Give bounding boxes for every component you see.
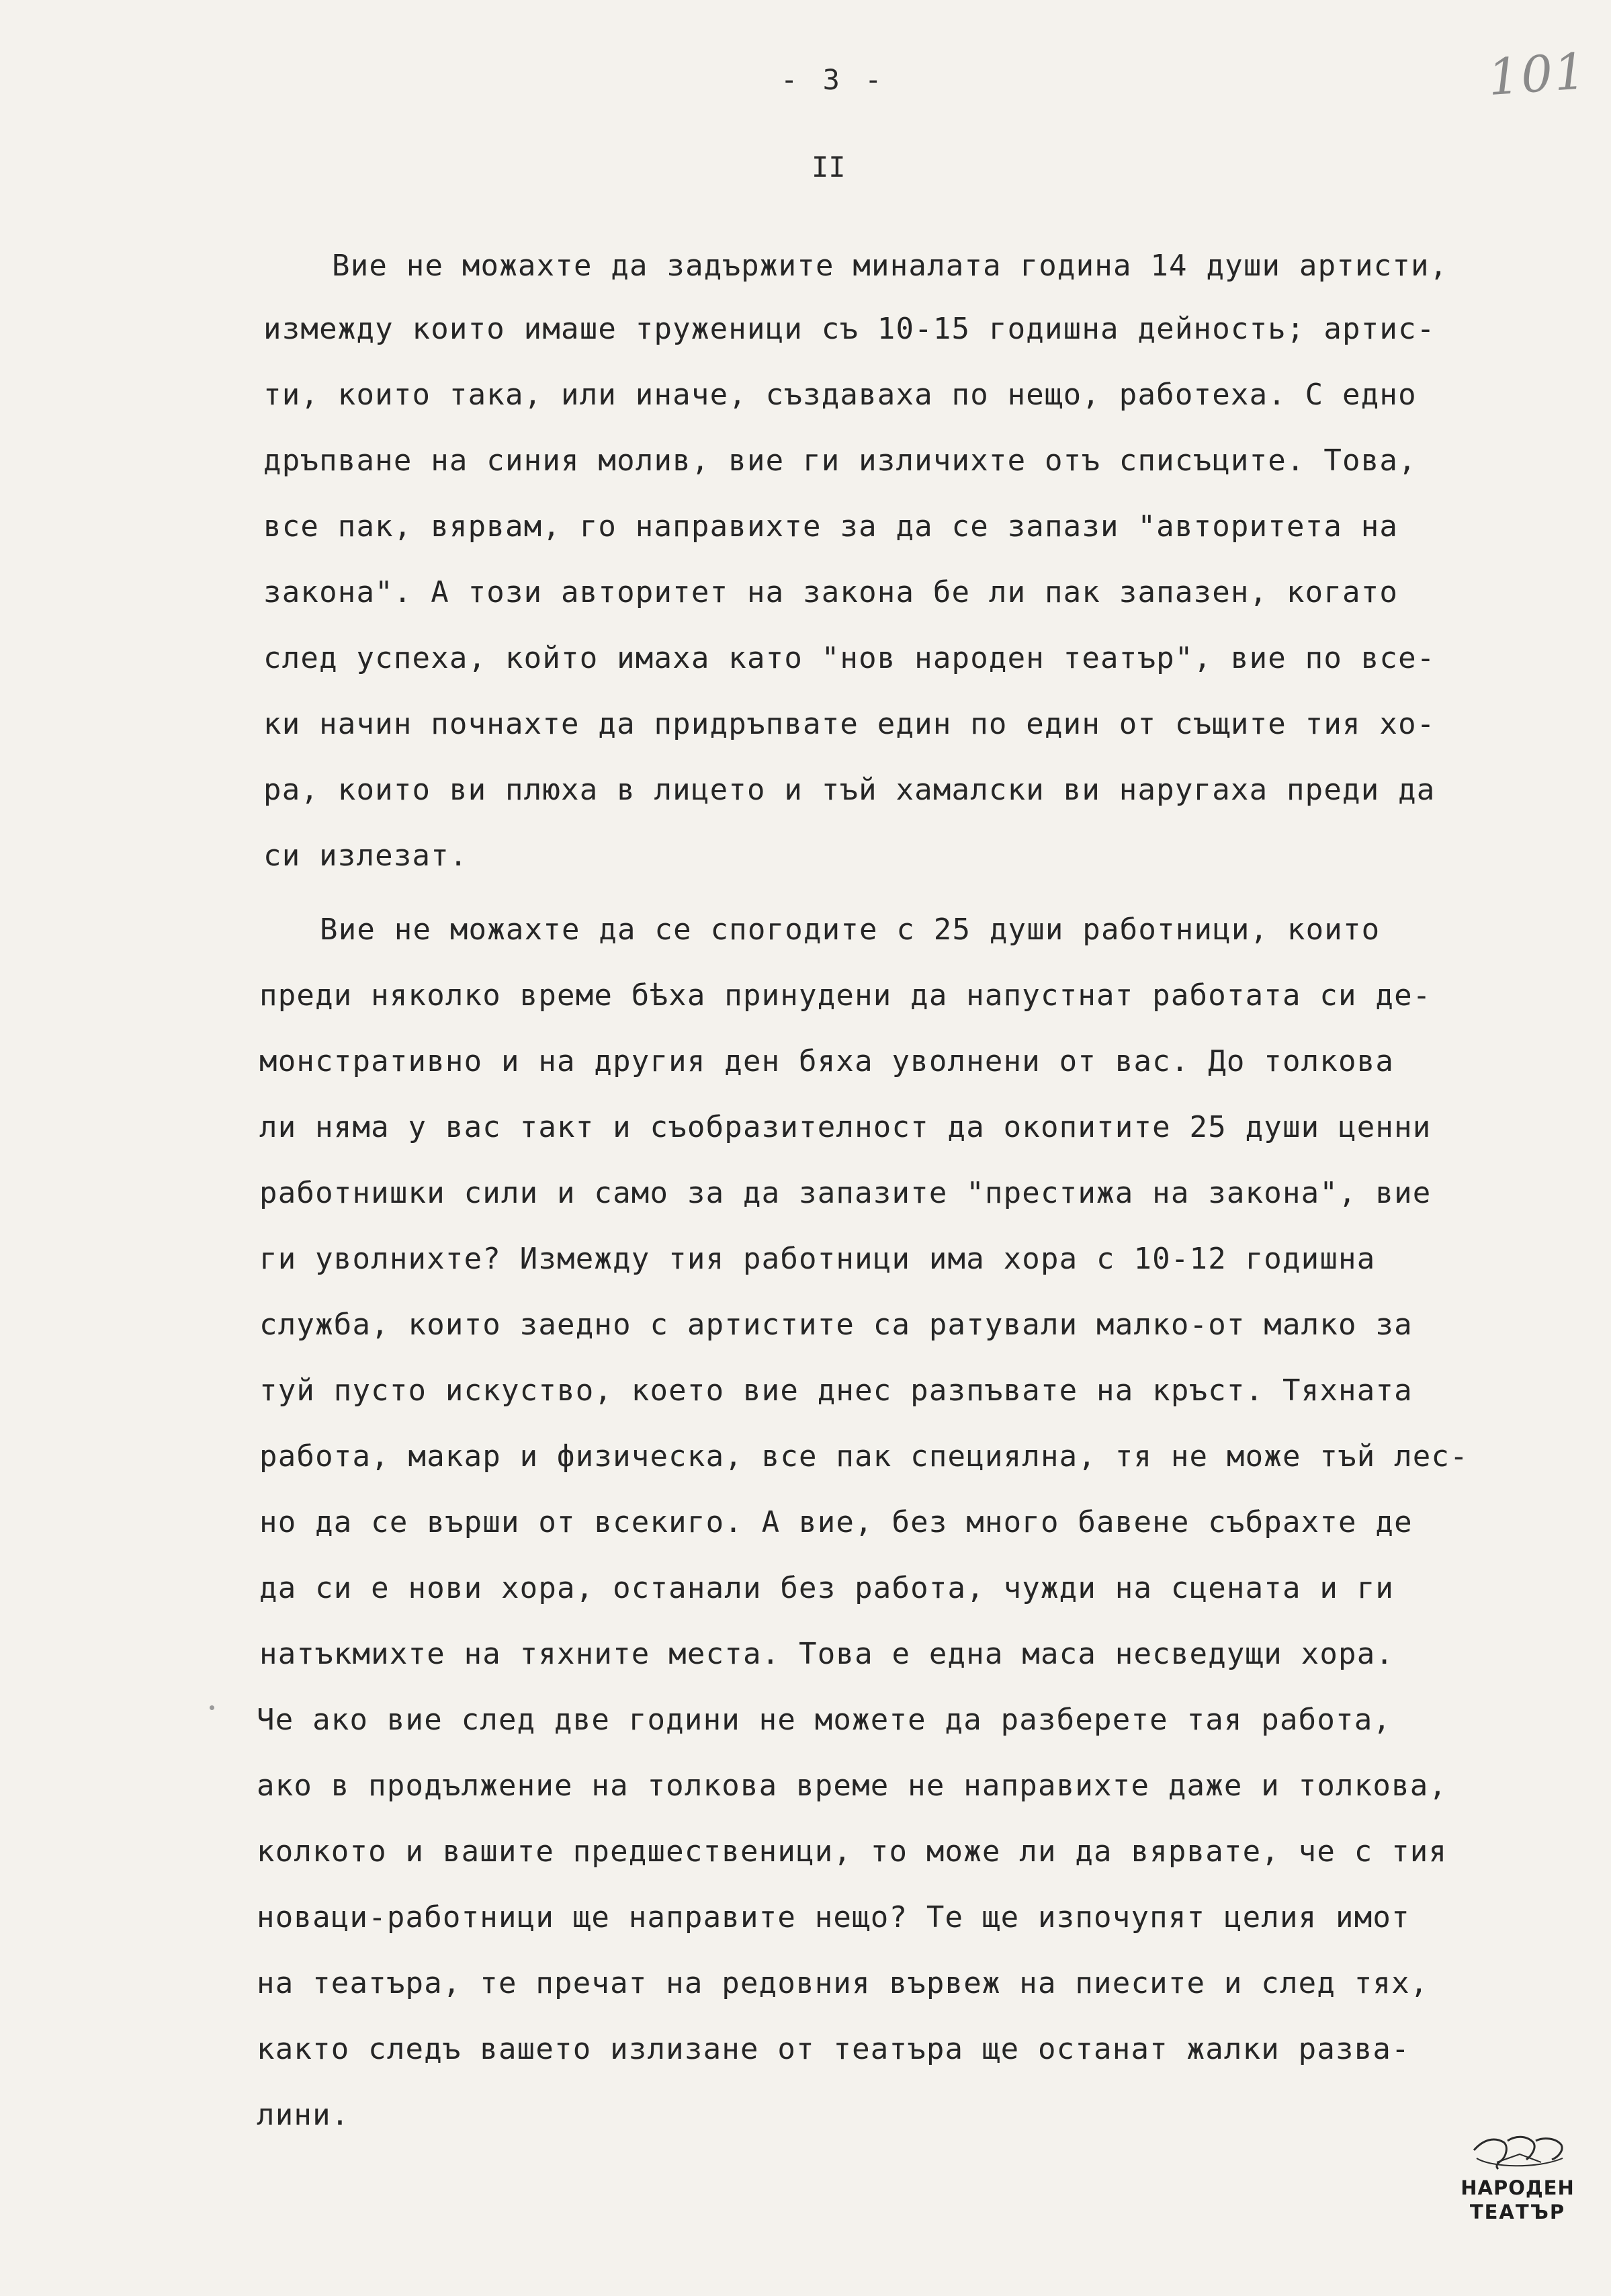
text-line: туй пусто искуство, което вие днес разпъвате на кръст. Тяхната	[259, 1373, 1413, 1408]
text-line: закона". А този авторитет на закона бе ли пак запазен, когато	[263, 575, 1399, 609]
text-line: Вие не можахте да задържите миналата година 14 души артисти,	[332, 249, 1448, 283]
national-theatre-logo	[1456, 2127, 1579, 2231]
text-line: все пак, вярвам, го направихте за да се запази "авторитета на	[263, 509, 1399, 544]
text-line: Вие не можахте да се спогодите с 25 души работници, които	[320, 912, 1381, 947]
text-line: лини.	[257, 2098, 350, 2132]
svg-text:ТЕАТЪР: ТЕАТЪР	[1469, 2201, 1566, 2223]
text-line: ти, които така, или иначе, създаваха по нещо, работеха. С едно	[263, 378, 1417, 412]
text-line: служба, които заедно с артистите са ратували малко-от малко за	[259, 1308, 1413, 1342]
text-line: ако в продължение на толкова време не направихте даже и толкова,	[257, 1769, 1448, 1803]
text-line: да си е нови хора, останали без работа, чужди на сцената и ги	[259, 1571, 1395, 1605]
section-heading: II	[812, 151, 846, 183]
text-line: натъкмихте на тяхните места. Това е една маса несведущи хора.	[259, 1637, 1395, 1671]
text-line: ги уволнихте? Измежду тия работници има хора с 10-12 годишна	[259, 1242, 1376, 1276]
text-line: колкото и вашите предшественици, то може ли да вярвате, че с тия	[257, 1834, 1448, 1869]
text-line: но да се върши от всекиго. А вие, без много бавене събрахте де	[259, 1505, 1413, 1539]
text-line: работнишки сили и само за да запазите "престижа на закона", вие	[259, 1176, 1432, 1210]
text-line: Че ако вие след две години не можете да разберете тая работа,	[257, 1703, 1392, 1737]
text-line: ли няма у вас такт и съобразителност да окопитите 25 души ценни	[259, 1110, 1432, 1144]
text-line: на театъра, те пречат на редовния вървеж на пиесите и след тях,	[257, 1966, 1429, 2000]
text-line: работа, макар и физическа, все пак специялна, тя не може тъй лес-	[259, 1439, 1469, 1474]
text-line: дръпване на синия молив, вие ги изличихте отъ списъците. Това,	[263, 443, 1417, 478]
text-line: след успеха, който имаха като "нов народен театър", вие по все-	[263, 641, 1436, 675]
text-line: ра, които ви плюха в лицето и тъй хамалски ви наругаха преди да	[263, 773, 1436, 807]
ink-speck	[210, 1705, 214, 1710]
archive-folio-number: 101	[1486, 42, 1590, 108]
text-line: новаци-работници ще направите нещо? Те ще изпочупят целия имот	[257, 1900, 1410, 1934]
text-line: както следъ вашето излизане от театъра ще останат жалки разва-	[257, 2032, 1410, 2066]
text-line: си излезат.	[263, 839, 468, 873]
text-line: преди няколко време бѣха принудени да напустнат работата си де-	[259, 978, 1432, 1013]
page-number: - 3 -	[781, 63, 886, 96]
svg-text:НАРОДЕН: НАРОДЕН	[1461, 2176, 1575, 2199]
text-line: монстративно и на другия ден бяха уволнени от вас. До толкова	[259, 1044, 1395, 1078]
text-line: измежду които имаше труженици съ 10-15 годишна дейность; артис-	[263, 312, 1436, 346]
text-line: ки начин почнахте да придръпвате един по един от същите тия хо-	[263, 707, 1436, 741]
